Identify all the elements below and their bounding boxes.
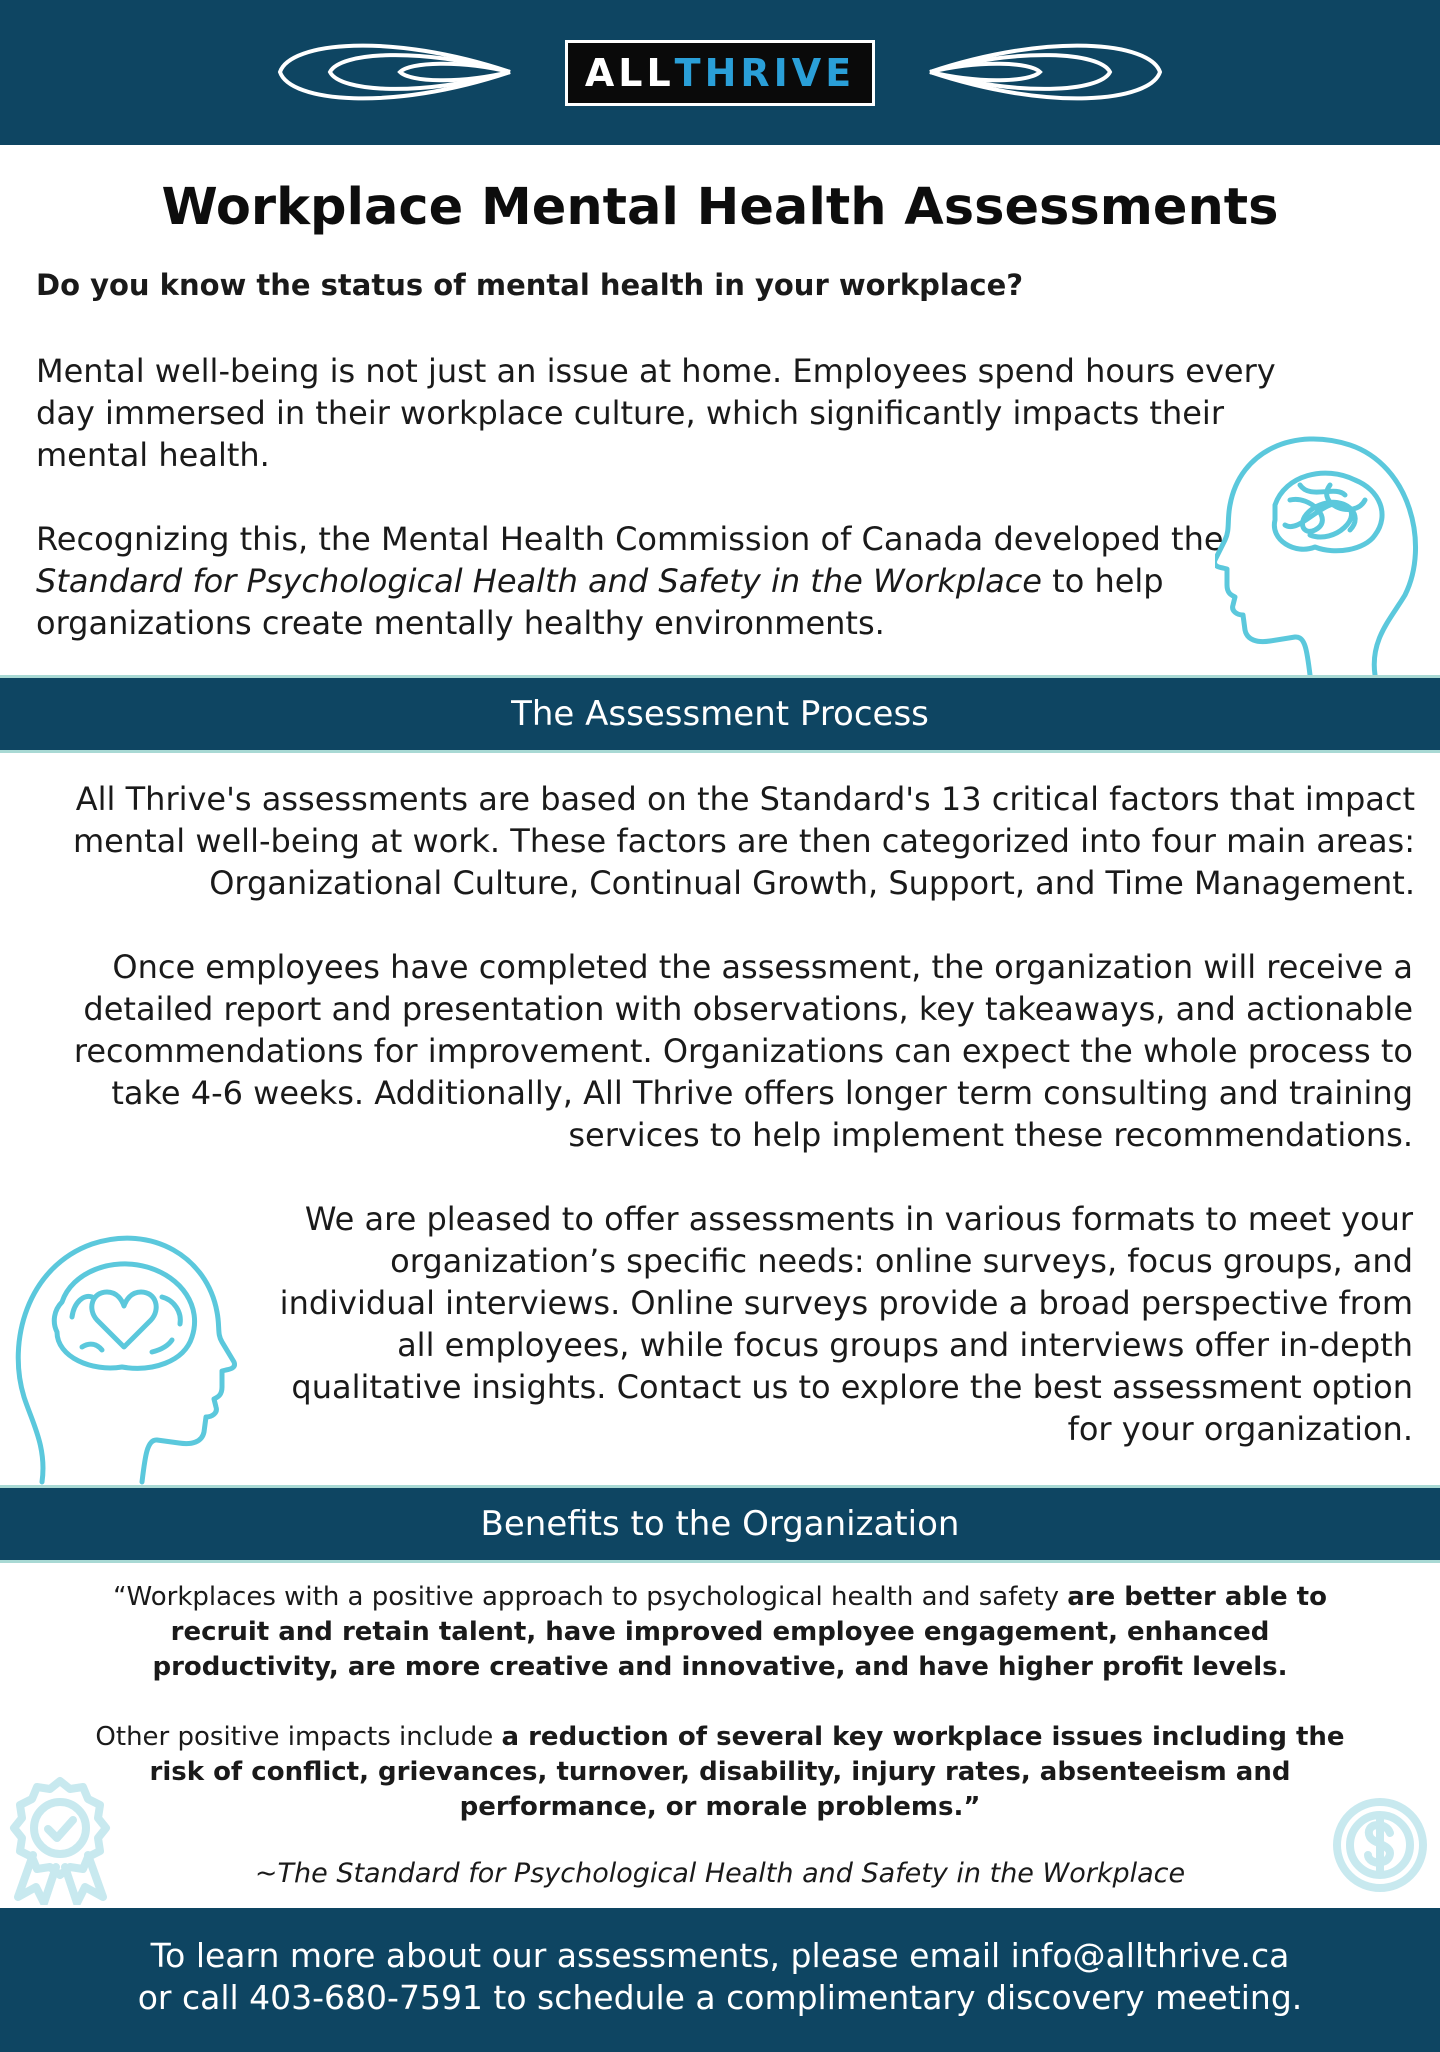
benefit-quote-1-bold: are better able to recruit and retain talent, have improved employee engagement, enhanced productivity, are more creative and innovative, and have higher profit levels. [152, 1582, 1327, 1682]
footer-contact [0, 1908, 1440, 2052]
logo-text-thrive: THRIVE [674, 50, 856, 95]
benefit-quote-1 [80, 1580, 1360, 1685]
dollar-coin-icon [1330, 1795, 1430, 1895]
section-band-benefits [0, 1485, 1440, 1563]
standard-title: Standard for Psychological Health and Safety in the Workplace [36, 562, 1042, 600]
intro-question: Do you know the status of mental health in your workplace? [36, 268, 1024, 302]
benefit-quote-1-text: “Workplaces with a positive approach to psychological health and safety [113, 1582, 1068, 1612]
process-paragraph-3: We are pleased to offer assessments in various formats to meet your organization’s specific needs: online surveys, focus groups, and individual interviews. Online surveys provide a broad perspective from all employees, while focus groups and interviews offer in-depth qualitative insights. Contact us to explore the best assessment option for your organization. [279, 1200, 1413, 1448]
process-paragraph-2: Once employees have completed the assessment, the organization will receive a detailed report and presentation with observations, key takeaways, and actionable recommendations for improvement. Organizations can expect the whole process to take 4-6 weeks. Additionally, All Thrive offers longer term consulting and training services to help implement these recommendations. [73, 948, 1413, 1154]
logo-text-all: ALL [584, 50, 675, 95]
intro-paragraph-1: Mental well-being is not just an issue at home. Employees spend hours every day immersed in their workplace culture, which significantly impacts their mental health. [36, 352, 1276, 474]
header-banner [0, 0, 1440, 145]
heart-brain-head-icon [12, 1222, 237, 1487]
intro-p2-text: Recognizing this, the Mental Health Commission of Canada developed the [36, 520, 1224, 558]
brain-head-icon [1215, 425, 1425, 680]
section-heading-benefits: Benefits to the Organization [480, 1504, 960, 1544]
benefit-quote-2-bold: a reduction of several key workplace issues including the risk of conflict, grievances, turnover, disability, injury rates, absenteeism and performance, or morale problems.” [149, 1722, 1345, 1822]
brand-logo [565, 40, 875, 106]
quote-citation: ~The Standard for Psychological Health and Safety in the Workplace [254, 1858, 1186, 1889]
section-heading-process: The Assessment Process [511, 694, 929, 734]
section-band-process [0, 675, 1440, 753]
process-paragraph-1: All Thrive's assessments are based on the Standard's 13 critical factors that impact mental well-being at work. These factors are then categorized into four main areas: Organizational Culture, Continual Growth, Support, and Time Management. [72, 780, 1415, 902]
page-title: Workplace Mental Health Assessments [161, 178, 1279, 237]
intro-paragraph-2 [36, 518, 1236, 644]
award-ribbon-icon [8, 1775, 113, 1905]
footer-line-1: To learn more about our assessments, please email info@allthrive.ca [150, 1936, 1290, 1975]
footer-line-2: or call 403-680-7591 to schedule a complimentary discovery meeting. [137, 1978, 1303, 2017]
intro-p2-text-end: to help organizations create mentally healthy environments. [36, 562, 1164, 642]
benefit-quote-2-text: Other positive impacts include [95, 1722, 502, 1752]
benefit-quote-2 [80, 1720, 1360, 1825]
